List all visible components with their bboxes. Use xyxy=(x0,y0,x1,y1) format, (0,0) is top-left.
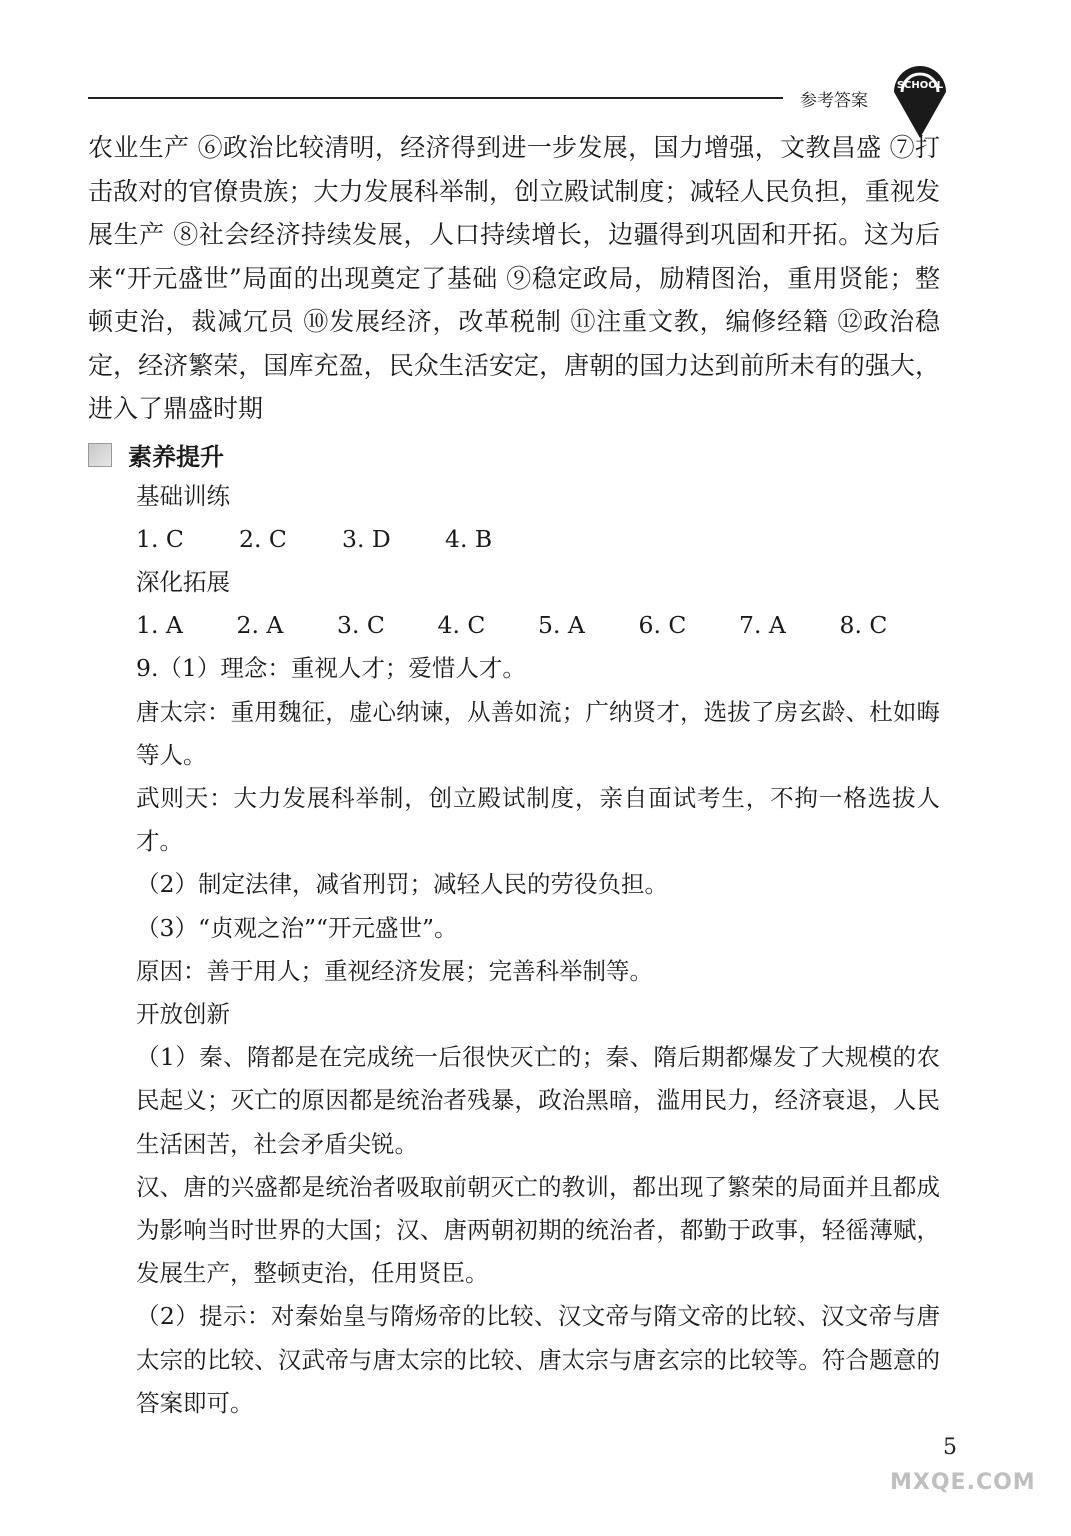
deep-answer: 4. C xyxy=(437,611,486,640)
deep-heading: 深化拓展 xyxy=(136,567,230,596)
basic-answer: 1. C xyxy=(136,524,184,553)
q9-wuzetian: 武则天：大力发展科举制，创立殿试制度，亲自面试考生，不拘一格选拔人才。 xyxy=(136,783,940,856)
basic-answers xyxy=(88,518,940,561)
basic-answer: 4. B xyxy=(445,524,493,553)
basic-answer: 3. D xyxy=(342,524,391,553)
section-title-text: 素养提升 xyxy=(128,443,224,471)
section-heading xyxy=(88,435,940,475)
deep-answer: 7. A xyxy=(739,611,786,640)
intro-paragraph: 农业生产 ⑥政治比较清明，经济得到进一步发展，国力增强，文教昌盛 ⑦打击敌对的官僚贵族；大力发展科举制，创立殿试制度；减轻人民负担，重视发展生产 ⑧社会经济持续发展，人口持续增长，边疆得到巩固和开拓。这为后来“开元盛世”局面的出现奠定了基础 ⑨稳定政局，励精图治，重用贤能；整顿吏治，裁减冗员 ⑩发展经济，改革税制 ⑪注重文教，编修经籍 ⑫政治稳定，经济繁荣，国库充盈，民众生活安定，唐朝的国力达到前所未有的强大，进入了鼎盛时期 xyxy=(88,133,940,423)
deep-answer: 1. A xyxy=(136,611,183,640)
deep-answer: 8. C xyxy=(839,611,888,640)
open-part2: （2）提示：对秦始皇与隋炀帝的比较、汉文帝与隋文帝的比较、汉文帝与唐太宗的比较、汉武帝与唐太宗的比较、唐太宗与唐玄宗的比较等。符合题意的答案即可。 xyxy=(136,1302,940,1417)
open-heading: 开放创新 xyxy=(136,999,230,1028)
open-part1-cont: 汉、唐的兴盛都是统治者吸取前朝灭亡的教训，都出现了繁荣的局面并且都成为影响当时世界的大国；汉、唐两朝初期的统治者，都勤于政事，轻徭薄赋，发展生产，整顿吏治，任用贤臣。 xyxy=(136,1172,940,1288)
deep-answers xyxy=(88,604,940,647)
header-rule xyxy=(88,97,783,99)
logo-text: SCHOOL xyxy=(896,80,944,91)
open-part1: （1）秦、隋都是在完成统一后很快灭亡的；秦、隋后期都爆发了大规模的农民起义；灭亡的原因都是统治者残暴，政治黑暗，滥用民力，经济衰退，人民生活困苦，社会矛盾尖锐。 xyxy=(136,1043,940,1158)
page-content xyxy=(88,126,940,1425)
q9-part1: 9.（1）理念：重视人才；爱惜人才。 xyxy=(136,654,526,683)
page-number: 5 xyxy=(943,1435,957,1460)
q9-part3: （3）“贞观之治”“开元盛世”。 xyxy=(136,913,458,942)
deep-answer: 2. A xyxy=(236,611,284,640)
deep-answer: 5. A xyxy=(538,611,585,640)
deep-answer: 3. C xyxy=(337,611,385,640)
deep-answer: 6. C xyxy=(638,611,687,640)
basic-heading: 基础训练 xyxy=(136,481,230,510)
header-label: 参考答案 xyxy=(800,91,868,111)
q9-reason: 原因：善于用人；重视经济发展；完善科举制等。 xyxy=(136,956,653,985)
section-square-icon xyxy=(88,443,112,467)
q9-part2: （2）制定法律，减省刑罚；减轻人民的劳役负担。 xyxy=(136,870,668,899)
watermark: MXQE.COM xyxy=(890,1470,1036,1495)
basic-answer: 2. C xyxy=(239,524,287,553)
q9-taizong: 唐太宗：重用魏征，虚心纳谏，从善如流；广纳贤才，选拔了房玄龄、杜如晦等人。 xyxy=(136,697,940,769)
